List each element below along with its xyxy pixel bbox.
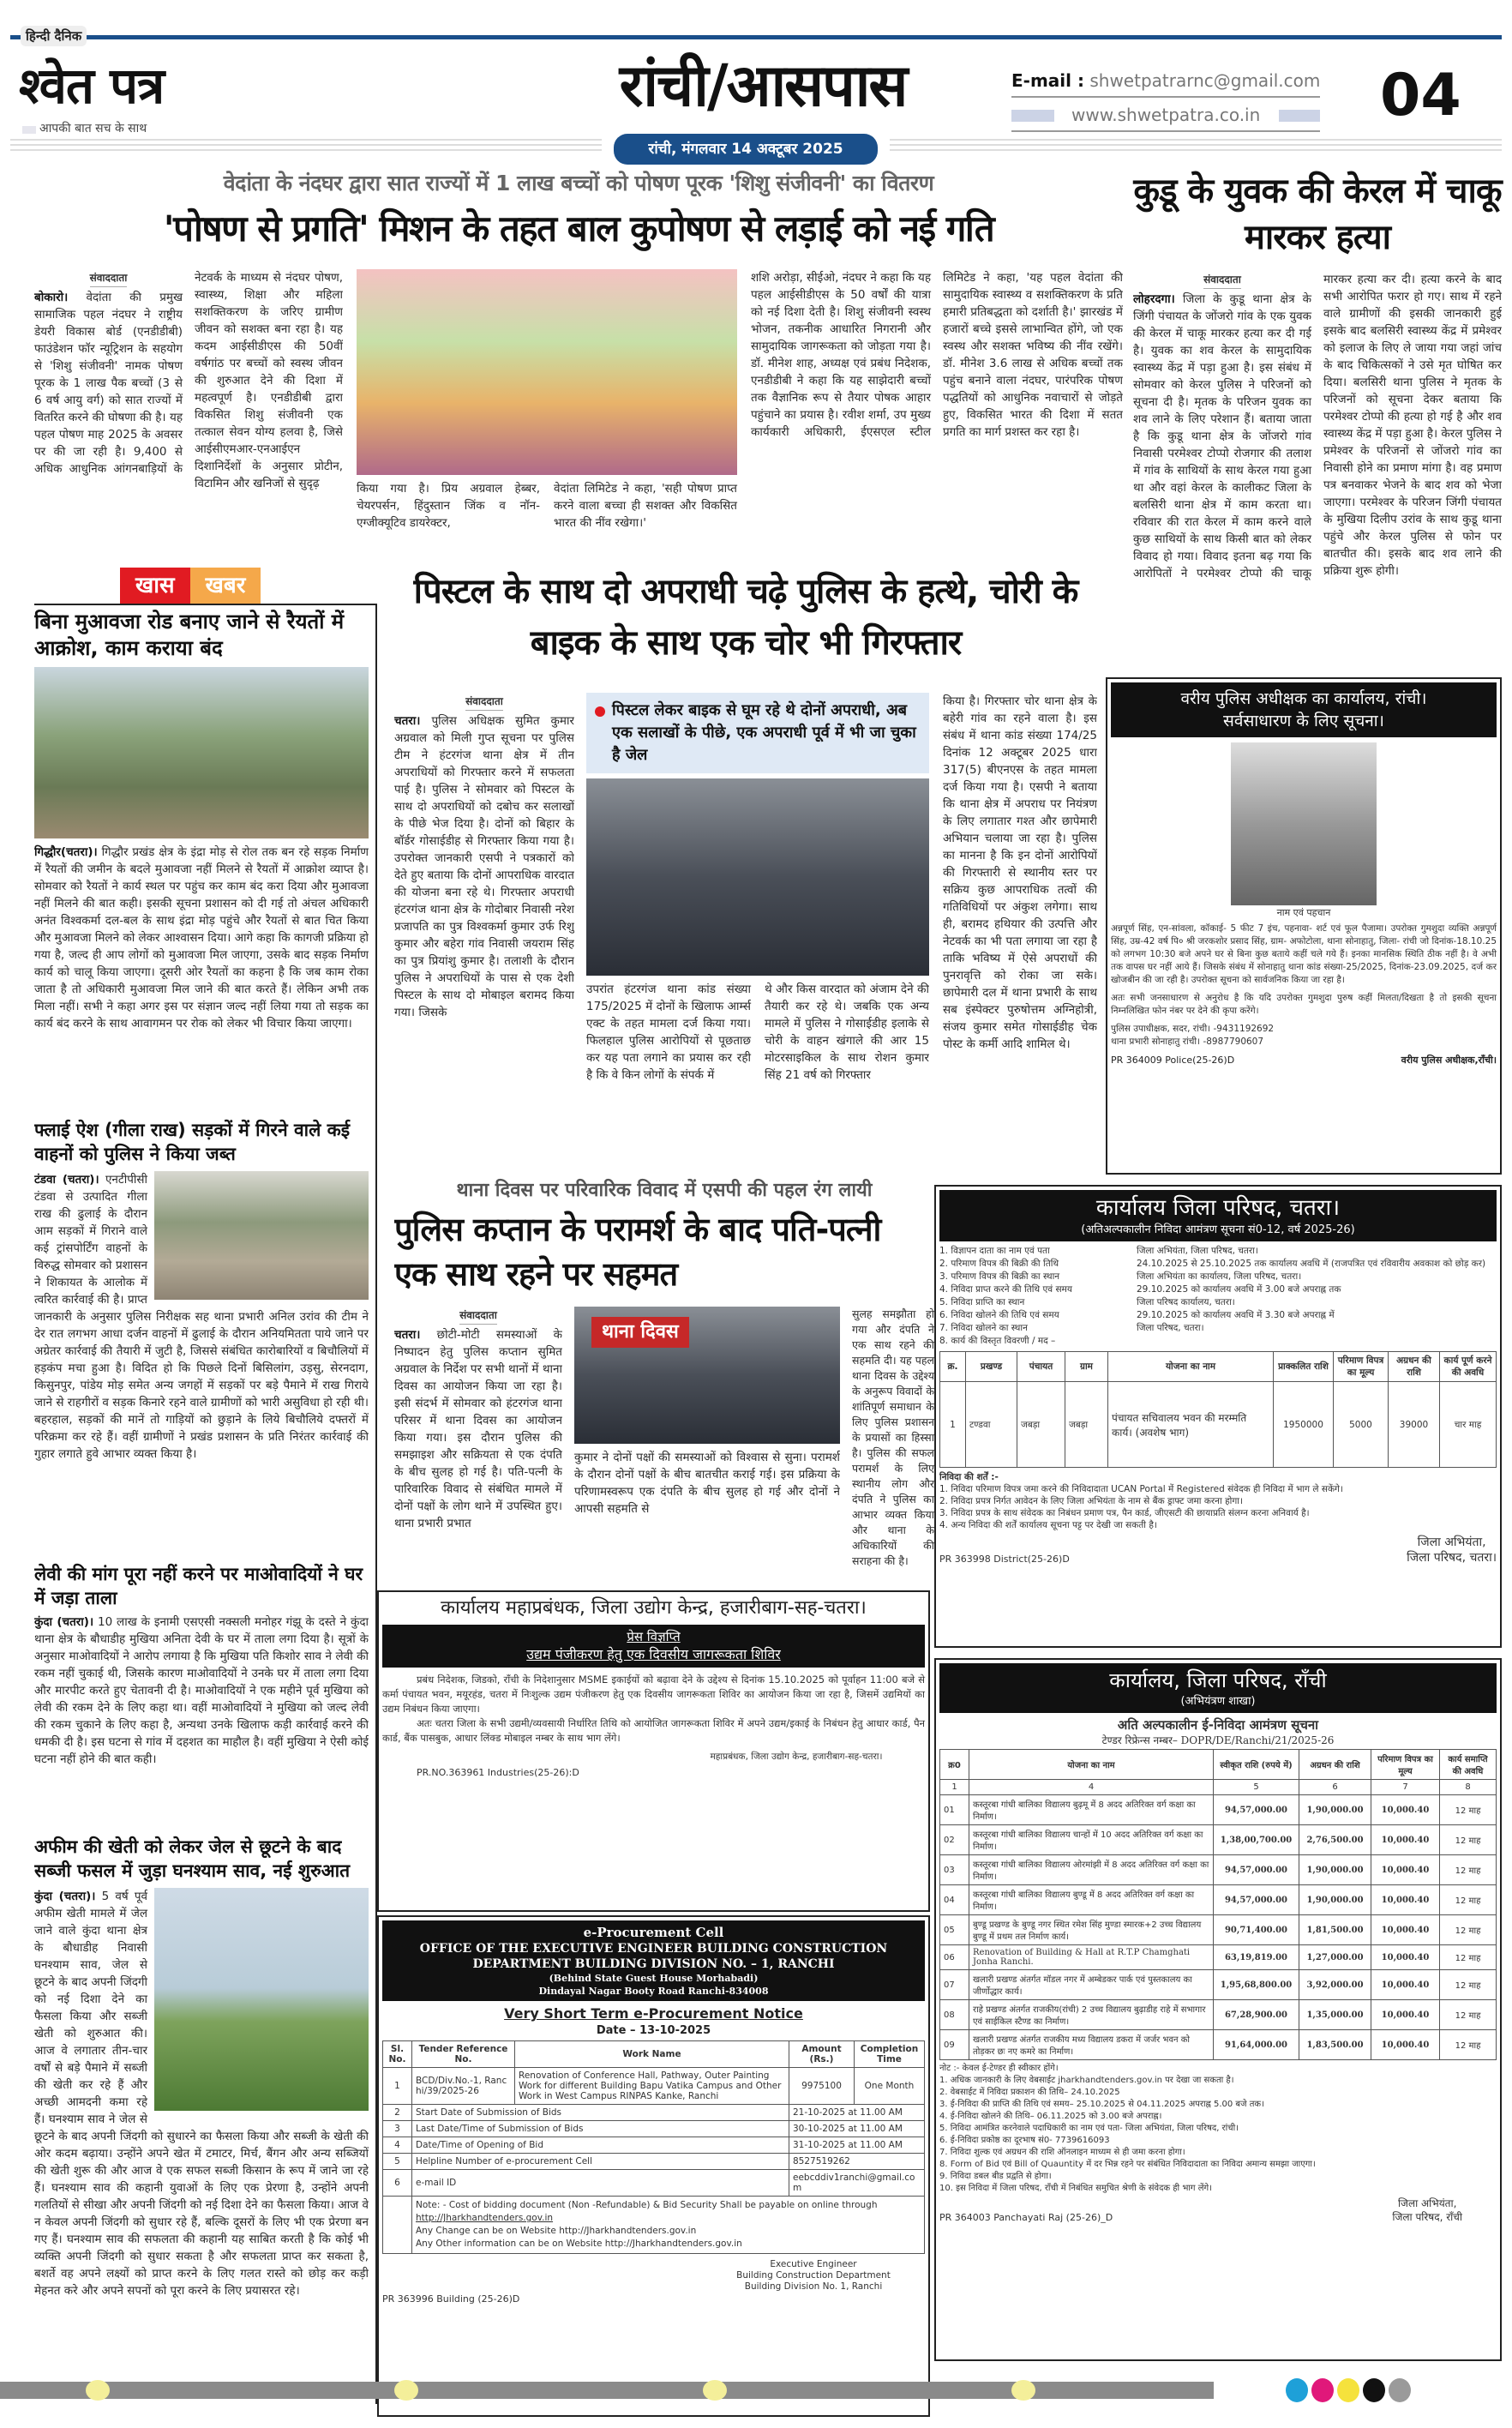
family-col2: कुमार ने दोनों पक्षों की समस्याओं को विश्वास से सुना। परामर्श के दौरान दोनों पक्षों के बीच बातचीत कराई गई। इस प्रक्रिया के परिणामस्वरूप एक दंपति के बीच सुलह हो गई और दोनों ने आपसी सहमति से xyxy=(574,1451,840,1516)
eproc-table-row: 1 BCD/Div.No.-1, Ranchi/39/2025-26 Renovation of Conference Hall, Pathway, Outer Painting Work for different Building Bapu Vatika Campus and Other Work in West Campus RINPAS Kanke, Ranchi 9975100 One Month xyxy=(383,2068,925,2105)
pistol-middle xyxy=(586,693,929,1147)
chatra-item: 8. कार्य की विस्तृत विवरणी / मद – xyxy=(939,1336,1056,1346)
family-col1-wrap xyxy=(394,1307,562,1579)
khas-label: खास xyxy=(120,568,190,604)
lead-kicker: वेदांता के नंदघर द्वारा सात राज्यों में 1 लाख बच्चों को पोषण पूरक 'शिशु संजीवनी' का वितरण xyxy=(223,171,934,195)
date-badge: रांची, मंगलवार 14 अक्टूबर 2025 xyxy=(614,134,878,165)
magenta-swatch xyxy=(1311,2378,1334,2402)
chatra-ad-items xyxy=(939,1245,1497,1348)
eproc-note3: Any Other information can be on Website http://Jharkhandtenders.gov.in xyxy=(416,2239,742,2249)
khabar-label: खबर xyxy=(190,568,261,604)
ranchi-notice: अति अल्पकालीन ई-निविदा आमंत्रण सूचना xyxy=(1117,1717,1319,1733)
story-flyash xyxy=(34,1118,369,1557)
ranchi-ad-header xyxy=(939,1663,1497,1713)
contact1-label: पुलिस उपाधीक्षक, सदर, रांची। xyxy=(1111,1024,1211,1034)
email-label: E-mail : xyxy=(1011,70,1084,91)
ranchi-ad-title: कार्यालय, जिला परिषद, रॉंची xyxy=(1109,1668,1327,1692)
family-col3: सुलह समझौता हो गया और दंपति ने एक साथ रहने की सहमति दी। यह पहल थाना दिवस के उद्देश्य के अनुरूप विवादों के शांतिपूर्ण समाधान के लिए पुलिस प्रशासन के प्रयासों का हिस्सा है। पुलिस की सफल परामर्श के लिए स्थानीय लोग और दंपति ने पुलिस का आभार व्यक्त किया और थाना के अधिकारियों की सराहना की है। xyxy=(852,1307,934,1567)
kerala-story xyxy=(1133,168,1502,674)
missing-details: अन्नपूर्ण सिंह, एन-सांवला, कॉकाई- 5 फीट 7 इंच, पहनावा- शर्ट एवं फूल पैजामा। उपरोक्त गुमशुदा व्यक्ति अन्नपूर्ण सिंह, उम्र-42 वर्ष पि० श्री जरकशोर प्रसाद सिंह, ग्राम- अफोटोला, थाना सोनाहातु, जिला- रांची जो दिनांक-18.10.25 को लगभग 10:30 बजे अपने घर से बिना कुछ बताये कहीं चले गये हैं। इनका मानसिक स्थिति ठीक नहीं है। वे अभी तक वापस घर नहीं आये हैं। जिसके संबंध में सोनाहातु थाना कांड संख्या-25/2025, दिनांक-23.09.2025, दर्ज कर खोजबीन की जा रही है। उपरोक्त सूचना को सार्वजनिक किया जा रहा है। xyxy=(1111,923,1497,985)
story-compensation xyxy=(34,609,369,1113)
eproc-address2: Dindayal Nagar Booty Road Ranchi-834008 xyxy=(538,1986,769,1997)
industry-ad-subject: उद्यम पंजीकरण हेतु एक दिवसीय जागरूकता शिविर xyxy=(526,1646,781,1662)
eproc-pr-code: PR 363996 Building (25-26)D xyxy=(382,2293,520,2305)
email-link[interactable]: shwetpatrarnc@gmail.com xyxy=(1089,70,1321,91)
photo-caption: नाम एवं पहचान xyxy=(1276,907,1331,918)
story-flyash-photo xyxy=(154,1171,369,1300)
chatra-item: 1. विज्ञापन दाता का नाम एवं पता जिला अभियंता, जिला परिषद, चतरा। xyxy=(939,1246,1258,1256)
story-maoist-body: 10 लाख के इनामी एसएसी नक्सली मनोहर गंझू के दस्ते ने कुंदा थाना क्षेत्र के बौधाडीह मुखिया अनिता देवी के घर में ताला लगा दिया है। सूत्रों के अनुसार माओवादियों ने आरोप लगाया है कि मुखिया पति किशोर साव ने लेवी की रकम नहीं चुकाई थी, जिसके कारण माओवादियों ने उनके घर में ताला लगा दिया और मारपीट करते हुए चेतावनी दी है। माओवादियों ने एक महीने पूर्व मुखिया को लेवी की रकम देने के लिए कहा था। वहीं माओवादियों ने मुखिया को जल्द लेवी की रकम चुकाने के लिए कहा है, अन्यथा उनके खिलाफ कड़ी कार्रवाई करने की धमकी दी है। इस घटना से गांव में दहशत का माहौल है। वहीं मुखिया ने ऐसी कोई घटना नहीं होने की बात कही। xyxy=(34,1615,369,1766)
eproc-notes-row xyxy=(383,2197,925,2254)
story-farmer-photo xyxy=(154,1888,369,2111)
ranchi-table-row: 03 कस्तूरबा गांधी बालिका विद्यालय ओरमांझी में 8 अदद अतिरिक्त वर्ग कक्षा का निर्माण। 94,57,000.00 1,90,000.00 10,000.40 12 माह xyxy=(940,1855,1497,1885)
story-farmer-dateline: कुंदा (चतरा)। xyxy=(34,1890,96,1903)
story-farmer xyxy=(34,1835,369,2383)
pistol-dateline: चतरा। xyxy=(394,714,421,728)
registration-dot xyxy=(1011,2380,1035,2401)
pistol-col3: थे और किस वारदात को अंजाम देने की तैयारी कर रहे थे। जबकि एक अन्य मामले में पुलिस ने गोसाईडीह इलाके से चोरी के वाहन खंगाले की आर 15 मोटरसाइकिल के साथ रोशन कुमार सिंह 21 वर्ष को गिरफ्तार xyxy=(765,983,929,1082)
website-link[interactable]: www.shwetpatra.co.in xyxy=(1071,105,1261,125)
color-swatches xyxy=(1286,2378,1411,2402)
story-maoist-headline: लेवी की मांग पूरा नहीं करने पर माओवादियों ने घर में जड़ा ताला xyxy=(34,1564,363,1608)
khas-khabar-badge xyxy=(120,568,261,604)
pistol-story xyxy=(394,566,1097,1149)
ranchi-tender-table xyxy=(939,1749,1497,2060)
grey-swatch xyxy=(1389,2378,1411,2402)
eproc-ad-header xyxy=(382,1920,925,2001)
website-bar-right xyxy=(1279,110,1320,122)
chatra-terms: निविदा की शर्तें :- 1. निविदा परिमाण विपत्र जमा करने की निविदादाता UCAN Portal में Registered संवेदक ही निविदा में भाग ले सकेंगे। 2. निविदा प्रपत्र निर्गत आवेदन के लिए जिला अभियंता के नाम से बैंक ड्राफ्ट जमा करना होगा। 3. निविदा प्रपत्र के साथ संवेदक का निबंधन प्रमाण पत्र, पैन कार्ड, जीएसटी की छायाप्रति संलग्न करना अनिवार्य है। 4. अन्य निविदा की शर्तें कार्यालय सूचना पट्ट पर देखी जा सकती है। xyxy=(939,1472,1343,1530)
tagline-bar xyxy=(22,126,36,134)
police-notice-subtitle: सर्वसाधारण के लिए सूचना। xyxy=(1223,712,1384,730)
story-compensation-body: गिद्धौर प्रखंड क्षेत्र के इंद्रा मोड़ से रोल तक बन रहे सड़क निर्माण में रैयतों की जमीन के बदले मुआवजा नहीं मिलने से रैयतों में आक्रोश व्याप्त है। सोमवार को रैयतों ने कार्य स्थल पर पहुंच कर काम बंद करा दिया और मुआवजा नहीं मिलने की बात कही। इसकी सूचना प्रशासन को दी गई तो अंचल अधिकारी अनंत विश्वकर्मा दल-बल के साथ इंद्रा मोड़ पहुंचे और रैयतों से बात चित किया और मुआवजा मिलने को लेकर आश्वासन दिया। आगे कहा कि कागजी प्रक्रिया हो गया है, जल्द ही आप लोगों को मुआवजा मिल जाएगा, उसके बाद सड़क निर्माण कार्य को चालू किया जाएगा। दूसरी ओर रैयतों का कहना है कि जब काम रोका जाता है तो अधिकारी मुआवजा मिल जाने की बात करते हैं। लेकिन अभी तक मिला नहीं। सभी ने कहा अगर इस पर संज्ञान जल्द नहीं लिया गया तो सड़क का कार्य बंद करने के साथ आवागमन पर रोक को लेकर भी विचार किया जाएगा। xyxy=(34,845,369,1031)
lead-col2: माध्यम से नंदघर पोषण, स्वास्थ्य, शिक्षा और महिला सशक्तिकरण के जरिए ग्रामीण जीवन को सशक्त बना रहा है। यह कदम आईसीडीएस की 50वीं वर्षगांठ पर बच्चों को स्वस्थ जीवन की शुरुआत देने की दिशा में महत्वपूर्ण है। एनडीडीबी द्वारा विकसित शिशु संजीवनी एक तत्काल सेवन योग्य हलवा है, जिसे आईसीएमआर-एनआईएन दिशानिर्देशों के अनुसार प्रोटीन, विटामिन और खनिजों से सुदृढ़ xyxy=(195,271,343,490)
lead-col6: स्टील लिमिटेड ने कहा, 'यह पहल वेदांता की सामुदायिक स्वास्थ्य व सशक्तिकरण के प्रति हमारी प्रतिबद्धता को दर्शाती है।' झारखंड में हजारों बच्चे इससे लाभान्वित होंगे, जो एक स्वस्थ और सशक्त भविष्य की नींव रखेंगे। डॉ. मीनेश 3.6 लाख से अधिक बच्चों तक पहुंच बनाने वाला नंदघर, पारंपरिक पोषण पद्धतियों को आधुनिक नवाचारों से जोड़ते हुए, विकसित भारत की दिशा में सतत प्रगति का मार्ग प्रशस्त कर रहा है। xyxy=(909,271,1123,439)
story-compensation-dateline: गिद्धौर(चतरा)। xyxy=(34,845,98,859)
industry-ad-body2: अतः चतरा जिला के सभी उद्यमी/व्यवसायी निर्धारित तिथि को आयोजित जागरूकता शिविर में अपने उद्यम/इकाई के निबंधन हेतु आधार कार्ड, पैन कार्ड, बैंक पासबुक, आधार लिंक्ड मोबाइल नम्बर के साथ भाग लेंगे। xyxy=(382,1717,925,1744)
edition-tag: हिन्दी दैनिक xyxy=(21,26,87,46)
industry-ad-signature: महाप्रबंधक, जिला उद्योग केन्द्र, हजारीबाग-सह-चतरा। xyxy=(710,1752,883,1762)
ranchi-signature: जिला अभियंता, जिला परिषद, राँची xyxy=(1392,2197,1462,2223)
press-release-label: प्रेस विज्ञप्ति xyxy=(627,1629,681,1644)
lead-photo-children xyxy=(357,269,737,475)
contact2-phone[interactable]: -8987790607 xyxy=(1203,1037,1264,1047)
story-farmer-body: 5 वर्ष पूर्व अफीम खेती मामले में जेल जाने वाले कुंदा थाना क्षेत्र के बौधाडीह निवासी घनश्याम साव, जेल से छूटने के बाद अपनी जिंदगी को नई दिशा देने का फैसला किया और सब्जी खेती को शुरुआत की। आज वे लगातार तीन-चार वर्षों से बड़े पैमाने में सब्जी की खेती कर रहे हैं और अच्छी आमदनी कमा रहे हैं। घनश्याम साव ने जेल से छूटने के बाद अपनी जिंदगी को सुधारने का फैसला किया और सब्जी के खेती की ओर कदम बढ़ाया। उन्होंने अपने खेत में टमाटर, मिर्च, बैंगन और अन्य सब्जियों की खेती शुरू की और आज वे एक सफल सब्जी किसान के रूप में जाने जा रहे हैं। घनश्याम साव की कहानी युवाओं के लिए एक प्रेरणा है, उन्होंने अपनी गलतियों से सीखा और अपनी जिंदगी को नई दिशा देने का फैसला किया। आज वे न केवल अपनी जिंदगी को सुधार रहे हैं, बल्कि दूसरों के लिए भी एक प्रेरणा बन गए हैं। घनश्याम साव की सफलता की कहानी यह साबित करती है कि कोई भी व्यक्ति अपनी जिंदगी को सुधार सकता है और सफलता प्राप्त कर सकता है, बशर्ते वह अपने लक्ष्यों को प्राप्त करने के लिए गलत रास्ते को छोड़ कर कड़ी मेहनत करे और अपने सपनों को पूरा करने के लिए प्रयासरत रहे। xyxy=(34,1890,369,2298)
police-notice-title: वरीय पुलिस अधीक्षक का कार्यालय, रांची। xyxy=(1180,689,1427,708)
chatra-tender-table xyxy=(939,1351,1497,1468)
pistol-col1-wrap xyxy=(394,693,574,1147)
email-underline xyxy=(1011,96,1320,98)
lead-col1: वेदांता की प्रमुख सामाजिक पहल नंदघर ने राष्ट्रीय डेयरी विकास बोर्ड (एनडीडीबी) फाउंडेशन फॉर न्यूट्रिशन के सहयोग से 'शिशु संजीवनी' नामक पोषण पूरक के 1 लाख पैक बच्चों (3 से 6 वर्ष आयु वर्ग) को सात राज्यों में वितरित करने की घोषणा की है। यह पहल पोषण माह 2025 के अवसर पर की जा रही है। 9,400 से अधिक आधुनिक आंगनबाड़ियों के नेटवर्क के xyxy=(34,271,237,476)
lead-text-b xyxy=(751,269,1123,544)
chatra-ad-title: कार्यालय जिला परिषद, चतरा। xyxy=(1095,1195,1341,1221)
family-story xyxy=(394,1178,934,1581)
story-flyash-headline: फ्लाई ऐश (गीला राख) सड़कों में गिरने वाले कई वाहनों को पुलिस ने किया जब्त xyxy=(34,1120,351,1164)
pistol-col1: पुलिस अधिक्षक सुमित कुमार अग्रवाल को मिली गुप्त सूचना पर पुलिस टीम ने हंटरगंज थाना क्षेत्र में तीन अपराधियों को गिरफ्तार करने में सफलता पाई है। पुलिस ने सोमवार को पिस्टल के साथ दो अपराधियों को दबोच कर सलाखों के पीछे भेज दिया है। दोनों को बिहार के बॉर्डर गोसाईडीह से गिरफ्तार किया गया है। उपरोक्त जानकारी एसपी ने पत्रकारों को देते हुए बताया कि दोनों आपराधिक वारदात की योजना बना रहे थे। गिरफ्तार अपराधी हंटरगंज थाना क्षेत्र के गोदोबार निवासी नरेश प्रजापति का पुत्र विश्वकर्मा कुमार उर्फ रिशु कुमार और बहेरा गांव निवासी जयराम सिंह का पुत्र प्रियांशु कुमार है। तलाशी के दौरान पुलिस ने अपराधियों के पास से एक देशी पिस्टल के साथ दो मोबाइल बरामद किया गया। जिसके xyxy=(394,714,574,1019)
lead-headline: 'पोषण से प्रगति' मिशन के तहत बाल कुपोषण से लड़ाई को नई गति xyxy=(163,207,994,249)
pistol-col2: उपरांत हंटरगंज थाना कांड संख्या 175/2025 में दोनों के खिलाफ आर्म्स एक्ट के तहत मामला दर्ज किया गया। फिलहाल पुलिस आरोपियों से पूछताछ कर यह पता लगाने का प्रयास कर रही है कि वे किन लोगों के संपर्क में xyxy=(586,983,751,1082)
story-compensation-headline: बिना मुआवजा रोड बनाए जाने से रैयतों में आक्रोश, काम कराया बंद xyxy=(34,610,345,660)
eproc-info-row: 3 Last Date/Time of Submission of Bids 30-10-2025 at 11.00 AM xyxy=(383,2121,925,2137)
yellow-swatch xyxy=(1337,2378,1359,2402)
chatra-pr-code: PR 363998 District(25-26)D xyxy=(939,1554,1070,1565)
kerala-col1: जिला के कुडू थाना क्षेत्र के जिंगी पंचायत के जोंजरो गांव के एक युवक की केरल में चाकू मारकर हत्या कर दी गई है। युवक का शव केरल के सामुदायिक स्वास्थ्य केंद्र में पड़ा हुआ है। इस संबंध में सोमवार को केरल पुलिस ने परिजनों को सूचना दी है। मृतक के परिजन युवक का शव लाने के लिए परेशान हैं। बताया जाता है कि कुडू थाना क्षेत्र के जोंजरो गांव निवासी परमेश्वर टोप्पो रोजगार की तलाश में गांव के साथियों के साथ केरल गया हुआ था और वहां केरल के कालीकट जिला के बलसिरी थाना क्षेत्र में काम करता था। रविवार की रात केरल में काम करने वाले कुछ साथियों के साथ किसी बात को लेकर विवाद हो गया। विवाद इतना बढ़ गया कि आरोपितों ने परमेश्वर xyxy=(1133,292,1311,580)
story-maoist-dateline: कुंदा (चतरा)। xyxy=(34,1615,94,1629)
lead-col4: वेदांता लिमिटेड ने कहा, 'सही पोषण प्राप्त करने वाला बच्चा ही सशक्त और विकसित भारत की नींव रखेगा।' xyxy=(554,482,737,530)
story-farmer-headline: अफीम की खेती को लेकर जेल से छूटने के बाद सब्जी फसल में जुड़ा घनश्याम साव, नई शुरुआत xyxy=(34,1836,351,1881)
story-flyash-dateline: टंडवा (चतरा)। xyxy=(34,1173,99,1187)
eproc-address1: (Behind State Guest House Morhabadi) xyxy=(549,1973,759,1984)
ranchi-table-row: 05 बुण्डू प्रखण्ड के बुण्डू नगर स्थित रमेश सिंह मुण्डा स्मारक+2 उच्च विद्यालय बुण्डू में प्रथम तल निर्माण कार्य। 90,71,400.00 1,81,500.00 10,000.40 12 माह xyxy=(940,1915,1497,1945)
eproc-note1: Note: - Cost of bidding document (Non -Refundable) & Bid Security Shall be payable on online through xyxy=(416,2200,878,2210)
ranchi-table-row: 06 Renovation of Building & Hall at R.T.P Chamghati Jonha Ranchi. 63,19,819.00 1,27,000.00 10,000.40 12 माह xyxy=(940,1945,1497,1970)
chatra-ad-subtitle: (अतिअल्पकालीन निविदा आमंत्रण सूचना सं0-12, वर्ष 2025-26) xyxy=(1081,1223,1355,1236)
family-photo xyxy=(574,1307,840,1444)
page-number: 04 xyxy=(1380,62,1461,129)
chatra-tender-ad xyxy=(934,1185,1502,1648)
industry-ad xyxy=(377,1590,930,1912)
registration-dot xyxy=(394,2380,418,2401)
eproc-info-row: 5 Helpline Number of e-procurement Cell 8527519262 xyxy=(383,2154,925,2170)
family-kicker: थाना दिवस पर परिवारिक विवाद में एसपी की पहल रंग लायी xyxy=(456,1180,873,1201)
pistol-highlight: पिस्टल लेकर बाइक से घूम रहे थे दोनों अपराधी, अब एक सलाखों के पीछे, एक अपराधी पूर्व में भी जा चुका है जेल xyxy=(612,701,916,764)
masthead xyxy=(0,0,1512,163)
paper-name: श्वेत पत्र xyxy=(19,57,165,115)
khas-khabar-section xyxy=(34,568,377,2411)
ranchi-notes: नोट :- केवल ई-टेण्डर ही स्वीकार होंगे। 1. अधिक जानकारी के लिए वेबसाईट jharkhandtenders.gov.in पर देखा जा सकता है। 2. वेबसाईट में निविदा प्रकाशन की तिथि– 24.10.2025 3. ई-निविदा की प्राप्ति की तिथि एवं समय– 25.10.2025 से 04.11.2025 अपराह्न 5.00 बजे तक। 4. ई-निविदा खोलने की तिथि– 06.11.2025 को 3.00 बजे अपराह्न। 5. निविदा आमंत्रित करनेवाले पदाधिकारी का नाम एवं पता- जिला अभियंता, जिला परिषद, रांची। 6. ई-निविदा प्रकोष्ठ का दूरभाष सं0- 7739616093 7. निविदा शुल्क एवं अग्रधन की राशि ऑनलाइन माध्यम से ही जमा करना होगा। 8. Form of Bid एवं Bill of Quauntity में दर भिन्न रहने पर संबंधित निविदादाता का निविदा अमान्य समझा जाएगा। 9. निविदा डबल बीड प्रद्वति से होगा। 10. इस निविदा में जिला परिषद, राँची में निबंधित समुचित श्रेणी के संवेदक ही भाग लेंगे। xyxy=(939,2064,1316,2193)
ranchi-pr-code: PR 364003 Panchayati Raj (25-26)_D xyxy=(939,2212,1113,2223)
family-headline: पुलिस कप्तान के परामर्श के बाद पति-पत्नी एक साथ रहने पर सहमत xyxy=(394,1211,881,1293)
lead-text-a xyxy=(34,269,343,544)
eproc-note1-link[interactable]: http://Jharkhandtenders.gov.in xyxy=(416,2213,554,2223)
ranchi-tender-ad xyxy=(934,1658,1502,2361)
ranchi-table-row: 07 खलारी प्रखण्ड अंतर्गत मॉडल नगर में अम्बेडकर पार्क एवं पुस्तकालय का जीर्णोद्धार कार्य। 1,95,68,800.00 3,92,000.00 10,000.40 12 माह xyxy=(940,1970,1497,2000)
family-dateline: चतरा। xyxy=(394,1328,421,1342)
ranchi-ref: टेण्डर रिफ्रेन्स नम्बर– DOPR/DE/Ranchi/21/2025-26 xyxy=(1101,1734,1335,1746)
family-col1: छोटी-मोटी समस्याओं के निष्पादन हेतु पुलिस कप्तान सुमित अग्रवाल के निर्देश पर सभी थानों में थाना दिवस का आयोजन किया जा रहा है। इसी संदर्भ में सोमवार को हंटरगंज थाना परिसर में थाना दिवस का आयोजन किया गया। इस दौरान पुलिस की समझाइश और सक्रियता से एक दंपति के बीच सुलह हो गई है। पति-पत्नी के पारिवारिक विवाद से संबंधित मामले में दोनों पक्षों के लोग थाने में उपस्थित हुए। थाना प्रभारी प्रभात xyxy=(394,1328,562,1530)
bullet-dot-icon xyxy=(595,706,605,717)
story-maoist xyxy=(34,1562,369,1830)
kerala-byline: संवाददाता xyxy=(1203,271,1241,289)
pistol-headline: पिस्टल के साथ दो अपराधी चढ़े पुलिस के हत्थे, चोरी के बाइक के साथ एक चोर भी गिरफ्तार xyxy=(413,572,1078,663)
contact1-phone[interactable]: -9431192692 xyxy=(1213,1024,1275,1034)
chatra-ad-header xyxy=(939,1190,1497,1241)
eproc-cell: e-Procurement Cell xyxy=(583,1925,724,1940)
thana-divas-banner: थाना दिवस xyxy=(591,1317,689,1348)
lead-dateline: बोकारो। xyxy=(34,291,69,304)
pistol-highlight-box xyxy=(586,693,929,773)
chatra-table-row: 1 टण्डवा जबड़ा जबड़ा पंचायत सचिवालय भवन की मरम्मति कार्य। (अवशेष भाग) 1950000 5000 39000 चार माह xyxy=(940,1382,1497,1468)
contact2-label: थाना प्रभारी सोनाहातु रांची। xyxy=(1111,1037,1201,1047)
tagline: आपकी बात सच के साथ xyxy=(39,122,147,135)
police-notice-header xyxy=(1111,682,1497,737)
story-compensation-photo xyxy=(34,667,369,838)
police-signature: वरीय पुलिस अधीक्षक,राँची। xyxy=(1401,1055,1497,1066)
chatra-item: 5. निविदा प्राप्ति का स्थान जिला परिषद कार्यालय, चतरा। xyxy=(939,1297,1235,1307)
kerala-headline: कुडू के युवक की केरल में चाकू मारकर हत्या xyxy=(1133,171,1502,257)
eproc-signature: Executive Engineer Building Construction Department Building Division No. 1, Ranchi xyxy=(736,2259,891,2292)
website-bar-left xyxy=(1011,110,1054,122)
ranchi-ad-subtitle: (अभियंत्रण शाखा) xyxy=(1180,1695,1256,1708)
eproc-notice-title: Very Short Term e-Procurement Notice xyxy=(504,2005,803,2022)
police-notice-ad xyxy=(1106,677,1502,1175)
industry-ad-banner xyxy=(382,1625,925,1668)
family-byline: संवाददाता xyxy=(459,1307,497,1325)
lead-col3: किया गया है। प्रिय अग्रवाल हेब्बर, चेयरपर्सन, हिंदुस्तान जिंक व नॉन-एग्जीक्यूटिव डायरेक्टर, xyxy=(357,482,540,530)
masthead-top-rule xyxy=(10,35,1502,39)
eproc-info-row: 6 e-mail ID eebcddiv1ranchi@gmail.com xyxy=(383,2170,925,2197)
eproc-ad xyxy=(377,1915,930,2417)
eproc-table xyxy=(382,2040,925,2254)
eproc-info-row: 2 Start Date of Submission of Bids 21-10-2025 at 11.00 AM xyxy=(383,2105,925,2121)
lead-byline: संवाददाता xyxy=(90,269,128,287)
missing-appeal: अतः सभी जनसाधारण से अनुरोध है कि यदि उपरोक्त गुमशुदा पुरुष कहीं मिलता/दिखता है तो इसकी सूचना निम्नलिखित फोन नंबर पर देने की कृपा करेंगे। xyxy=(1111,993,1497,1016)
police-pr-code: PR 364009 Police(25-26)D xyxy=(1111,1055,1235,1066)
story-flyash-body: एनटीपीसी टंडवा से उत्पादित गीला राख की ढुलाई के दौरान आम सड़कों में गिराने वाले कई ट्रांसपोर्टिंग वाहनों के विरुद्ध सोमवार को प्रशासन ने शिकायत के आलोक में त्वरित कार्रवाई की है। प्राप्त जानकारी के अनुसार पुलिस निरीक्षक सह थाना प्रभारी अनिल उरांव की टीम ने देर रात लगभग आधा दर्जन वाहनों में ढुलाई के दौरान अनियमितता पाये जाने पर अग्रेतर कार्रवाई की तैयारी में जुटी है, जिससे संबंधित कारोबारियों व बिचौलियों में हड़कंप मचा हुआ है। विदित हो कि पिछले दिनों बिसिलांग, उड़सु, सेरनदाग, किसुनपुर, पांडेय मोड़ समेत अन्य जगहों में सड़कों पर बड़े पैमाने में राख गिराये जाने से राहगीरों व सड़क किनारे रहने वाले ग्रामीणों को भारी असुविधा हो रही थी। बहरहाल, सड़कों की मानें तो गाड़ियों को छुड़ाने के लिये बिचौलिये दफ्तरों में परिक्रमा कर रहे हैं। वहीं ग्रामीणों ने प्रखंड प्रशासन के प्रति निरंतर कार्रवाई की गुहार लगाते हुवे आभार व्यक्त किया है। xyxy=(34,1173,369,1461)
registration-dot xyxy=(703,2380,727,2401)
registration-dot xyxy=(86,2380,110,2401)
email-line xyxy=(1011,69,1354,93)
section-title: रांची/आसपास xyxy=(619,52,907,120)
eproc-note2: Any Change can be on Website http://Jharkhandtenders.gov.in xyxy=(416,2226,697,2236)
kerala-dateline: लोहरदगा। xyxy=(1133,292,1175,306)
chatra-signature: जिला अभियंता, जिला परिषद, चतरा। xyxy=(1407,1536,1497,1565)
chatra-table-header: क्र. प्रखण्ड पंचायत ग्राम योजना का नाम प्राक्कलित राशि परिमाण विपत्र का मूल्य अग्रधन की राशि कार्य पूर्ण करने की अवधि xyxy=(940,1352,1497,1382)
missing-person-photo xyxy=(1231,742,1377,905)
ranchi-col-numbers: 1 4 5 6 7 8 xyxy=(940,1780,1497,1795)
pistol-byline: संवाददाता xyxy=(465,693,503,711)
ranchi-table-row: 04 कस्तूरबा गांधी बालिका विद्यालय बुण्डू में 8 अदद अतिरिक्त वर्ग कक्षा का निर्माण। 94,57,000.00 1,90,000.00 10,000.40 12 माह xyxy=(940,1885,1497,1915)
lead-col5: शशि अरोड़ा, सीईओ, नंदघर ने कहा कि यह पहल आईसीडीएस के 50 वर्षों की यात्रा को नई दिशा देती है। शिशु संजीवनी स्वस्थ भोजन, तकनीक आधारित निगरानी और सामुदायिक जागरूकता को जोड़ता गया है। डॉ. मीनेश शाह, अध्यक्ष एवं प्रबंध निदेशक, एनडीडीबी ने कहा कि यह साझेदारी बच्चों तक वैज्ञानिक रूप से तैयार पोषक आहार पहुंचाने का प्रयास है। रवीश शर्मा, उप मुख्य कार्यकारी अधिकारी, ईएसएल xyxy=(751,271,931,439)
lead-story xyxy=(34,168,1123,545)
black-swatch xyxy=(1363,2378,1385,2402)
header-stripes-right xyxy=(890,139,1502,154)
eproc-office: OFFICE OF THE EXECUTIVE ENGINEER BUILDING CONSTRUCTION DEPARTMENT BUILDING DIVISION NO. – 1, RANCHI xyxy=(419,1942,888,1971)
ranchi-table-row: 01 कस्तूरबा गांधी बालिका विद्यालय बुढ़मू में 8 अदद अतिरिक्त वर्ग कक्षा का निर्माण। 94,57,000.00 1,90,000.00 10,000.40 12 माह xyxy=(940,1795,1497,1825)
website-underline xyxy=(1011,130,1320,132)
pistol-col4: किया है। गिरफ्तार चोर थाना क्षेत्र के बहेरी गांव का रहने वाला है। इस संबंध में थाना कांड संख्या 174/25 दिनांक 12 अक्टूबर 2025 धारा 317(5) बीएनएस के तहत मामला दर्ज किया गया है। एसपी ने बताया कि थाना क्षेत्र में अपराध पर नियंत्रण के लिए लगातार गश्त और छापेमारी अभियान चलाया जा रहा है। पुलिस का मानना है कि इन दोनों आरोपियों की गिरफ्तारी से स्थानीय स्तर पर सक्रिय कुछ आपराधिक तत्वों की गतिविधियों पर अंकुश लगेगा। साथ ही, बरामद हथियार की उत्पत्ति और नेटवर्क का भी पता लगाया जा रहा है ताकि भविष्य में ऐसे अपराधों की पुनरावृत्ति को रोका जा सके। छापेमारी दल में थाना प्रभारी के साथ सब इंस्पेक्टर पुरुषोत्तम अग्निहोत्री, संजय कुमार समेत गोसाईडीह चेक पोस्ट के कर्मी आदि शामिल थे। xyxy=(943,694,1097,1051)
ranchi-table-header: क्र0 योजना का नाम स्वीकृत राशि (रुपये में) अग्रधन की राशि परिमाण विपत्र का मूल्य कार्य समाप्ति की अवधि xyxy=(940,1750,1497,1780)
khas-khabar-frame-top xyxy=(34,604,377,605)
cyan-swatch xyxy=(1286,2378,1308,2402)
pistol-photo-arrest xyxy=(586,778,929,976)
industry-ad-body1: प्रबंध निदेशक, जिडको, राँची के निदेशानुसार MSME इकाईयों को बढ़ावा देने के उद्देश्य से दिनांक 15.10.2025 को पूर्वाहन 11:00 बजे से कर्मा पंचायत भवन, मयूरहंड, चतरा में निःशुल्क उद्यम पंजीकरण हेतु एक दिवसीय जागरूकता शिविर का आयोजन किया जा रहा है, जिसमें उद्यमियों का उद्यम निबंधन किया जाएगा। xyxy=(382,1674,925,1715)
chatra-item: 6. निविदा खोलने की तिथि एवं समय 29.10.2025 को कार्यालय अवधि में 3.30 बजे अपराह्न में xyxy=(939,1310,1335,1320)
ranchi-table-row: 09 खलारी प्रखण्ड अंतर्गत राजकीय मध्य विद्यालय डकरा में जर्जर भवन को तोड़कर छः नए कमरे का निर्माण। 91,64,000.00 1,83,500.00 10,000.40 12 माह xyxy=(940,2030,1497,2060)
chatra-item: 4. निविदा प्राप्त करने की तिथि एवं समय 29.10.2025 को कार्यालय अवधि में 3.00 बजे अपराह्न तक xyxy=(939,1284,1341,1295)
ranchi-table-row: 02 कस्तूरबा गांधी बालिका विद्यालय चान्हों में 10 अदद अतिरिक्त वर्ग कक्षा का निर्माण। 1,38,00,700.00 2,76,500.00 10,000.40 12 माह xyxy=(940,1825,1497,1855)
industry-ad-title: कार्यालय महाप्रबंधक, जिला उद्योग केन्द्र, हजारीबाग-सह-चतरा। xyxy=(441,1597,867,1619)
kerala-col2: टोप्पो की चाकू मारकर हत्या कर दी। हत्या करने के बाद सभी आरोपित फरार हो गए। साथ में रहने वाले ग्रामीणों की इसकी जानकारी हुई इसके बाद बलसिरी स्वास्थ्य केंद्र में प्रमेश्वर को इलाज के लिए ले जाया गया जहां जांच के बाद चिकित्सकों ने उसे मृत घोषित कर दिया। बलसिरी थाना पुलिस ने मृतक के परिजनों को सूचना देकर बताया कि परमेश्वर टोप्पो की हत्या हो गई है और शव स्वास्थ्य केंद्र में पड़ा हुआ है। केरल पुलिस ने प्रमेश्वर के परिजनों से जोंजरो गांव का निवासी होने का प्रमाण मांगा है। वह प्रमाण पत्र बनवाकर भेजने के बाद शव को भेजा जाएगा। परमेश्वर के परिजन जिंगी पंचायत के मुखिया दिलीप उरांव के साथ कुडू थाना पहुंचे और केरल पुलिस से फोन पर बातचीत की। इसके बाद शव लाने की प्रक्रिया शुरू होगी। xyxy=(1239,273,1502,580)
header-stripes xyxy=(10,139,602,154)
industry-pr-code: PR.NO.363961 Industries(25-26):D xyxy=(417,1767,579,1778)
eproc-info-row: 4 Date/Time of Opening of Bid 31-10-2025 at 11.00 AM xyxy=(383,2137,925,2154)
eproc-table-header: Sl. No. Tender Reference No. Work Name Amount (Rs.) Completion Time xyxy=(383,2041,925,2068)
chatra-item: 2. परिमाण विपत्र की बिक्री की तिथि 24.10.2025 से 25.10.2025 तक कार्यालय अवधि में (राजपत्रित एवं रविवारीय अवकाश को छोड़ कर) xyxy=(939,1259,1486,1269)
chatra-item: 3. परिमाण विपत्र की बिक्री का स्थान जिला अभियंता का कार्यालय, जिला परिषद, चतरा। xyxy=(939,1271,1302,1282)
ranchi-table-row: 08 राहे प्रखण्ड अंतर्गत राजकीय(रांची) 2 उच्च विद्यालय बुढ़ाडीह राहे में सभागार एवं साईकिल स्टैण्ड का निर्माण। 67,28,900.00 1,35,000.00 10,000.40 12 माह xyxy=(940,2000,1497,2030)
eproc-date: Date – 13-10-2025 xyxy=(596,2024,711,2037)
chatra-item: 7. निविदा खोलने का स्थान जिला परिषद, चतरा। xyxy=(939,1323,1204,1333)
